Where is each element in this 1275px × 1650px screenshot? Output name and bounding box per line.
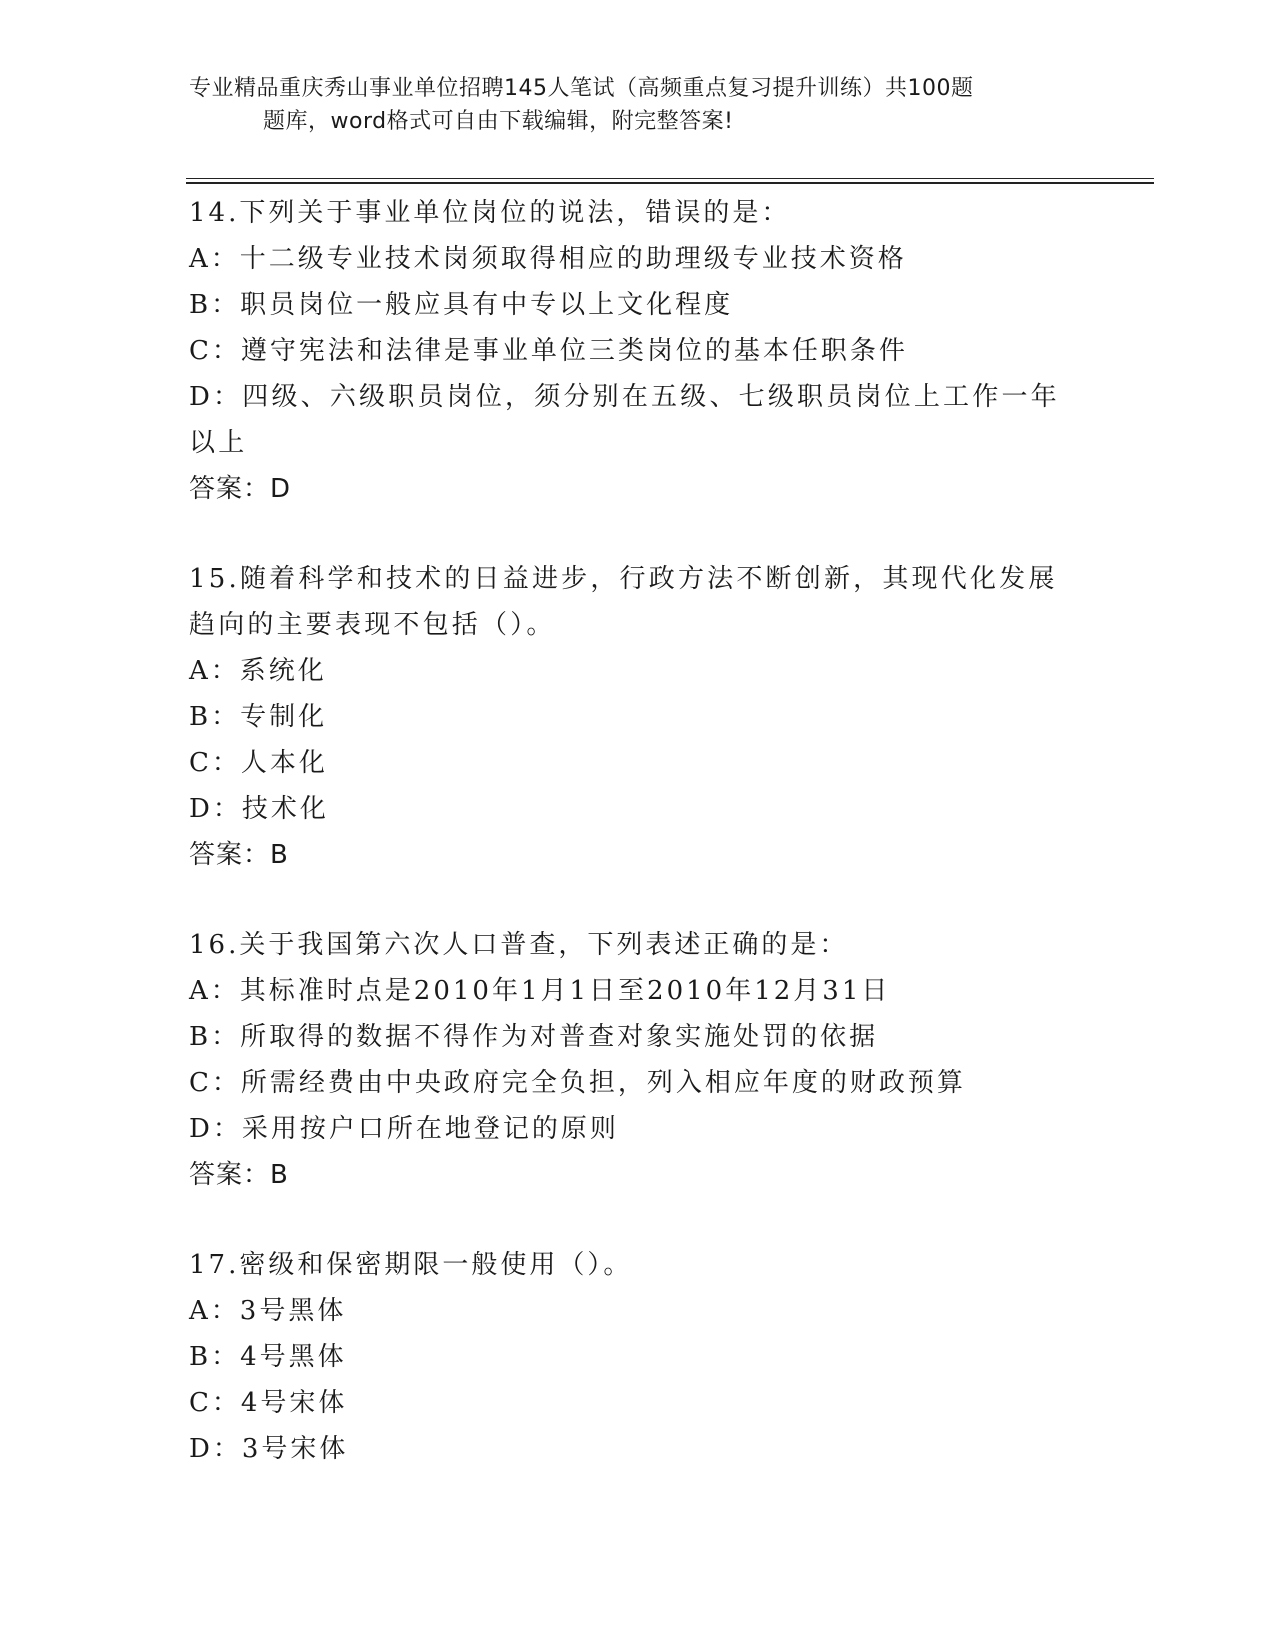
- header-title-line-1: 专业精品重庆秀山事业单位招聘145人笔试（高频重点复习提升训练）共100题: [189, 76, 974, 101]
- option-b: B：专制化: [189, 702, 328, 732]
- question-stem: 14.下列关于事业单位岗位的说法，错误的是：: [189, 198, 791, 228]
- option-d: D：四级、六级职员岗位，须分别在五级、七级职员岗位上工作一年以上: [189, 382, 1060, 458]
- option-c: C：所需经费由中央政府完全负担，列入相应年度的财政预算: [189, 1068, 966, 1098]
- option-a: A：系统化: [189, 656, 327, 686]
- option-a: A：其标准时点是2010年1月1日至2010年12月31日: [189, 976, 891, 1006]
- option-a: A：3号黑体: [189, 1296, 347, 1326]
- answer-line: 答案：D: [189, 474, 292, 504]
- document-header: [189, 72, 1069, 138]
- option-b: B：所取得的数据不得作为对普查对象实施处罚的依据: [189, 1022, 879, 1052]
- question-stem: 15.随着科学和技术的日益进步，行政方法不断创新，其现代化发展趋向的主要表现不包括（）。: [189, 564, 1058, 640]
- question-14: [189, 190, 1079, 512]
- option-a: A：十二级专业技术岗须取得相应的助理级专业技术资格: [189, 244, 907, 274]
- question-stem: 16.关于我国第六次人口普查，下列表述正确的是：: [189, 930, 849, 960]
- answer-line: 答案：B: [189, 1160, 289, 1190]
- option-c: C：人本化: [189, 748, 328, 778]
- question-stem: 17.密级和保密期限一般使用（）。: [189, 1250, 633, 1280]
- question-16: [189, 922, 1079, 1198]
- header-title-line-2: 题库，word格式可自由下载编辑，附完整答案!: [263, 109, 734, 134]
- answer-line: 答案：B: [189, 840, 289, 870]
- question-list: [189, 190, 1079, 1472]
- option-b: B：职员岗位一般应具有中专以上文化程度: [189, 290, 734, 320]
- question-17: [189, 1242, 1079, 1472]
- option-d: D：采用按户口所在地登记的原则: [189, 1114, 619, 1144]
- option-c: C：遵守宪法和法律是事业单位三类岗位的基本任职条件: [189, 336, 908, 366]
- header-divider-thin: [186, 178, 1154, 179]
- header-divider-thick: [186, 182, 1154, 184]
- option-c: C：4号宋体: [189, 1388, 348, 1418]
- question-15: [189, 556, 1079, 878]
- option-b: B：4号黑体: [189, 1342, 347, 1372]
- option-d: D：3号宋体: [189, 1434, 349, 1464]
- option-d: D：技术化: [189, 794, 329, 824]
